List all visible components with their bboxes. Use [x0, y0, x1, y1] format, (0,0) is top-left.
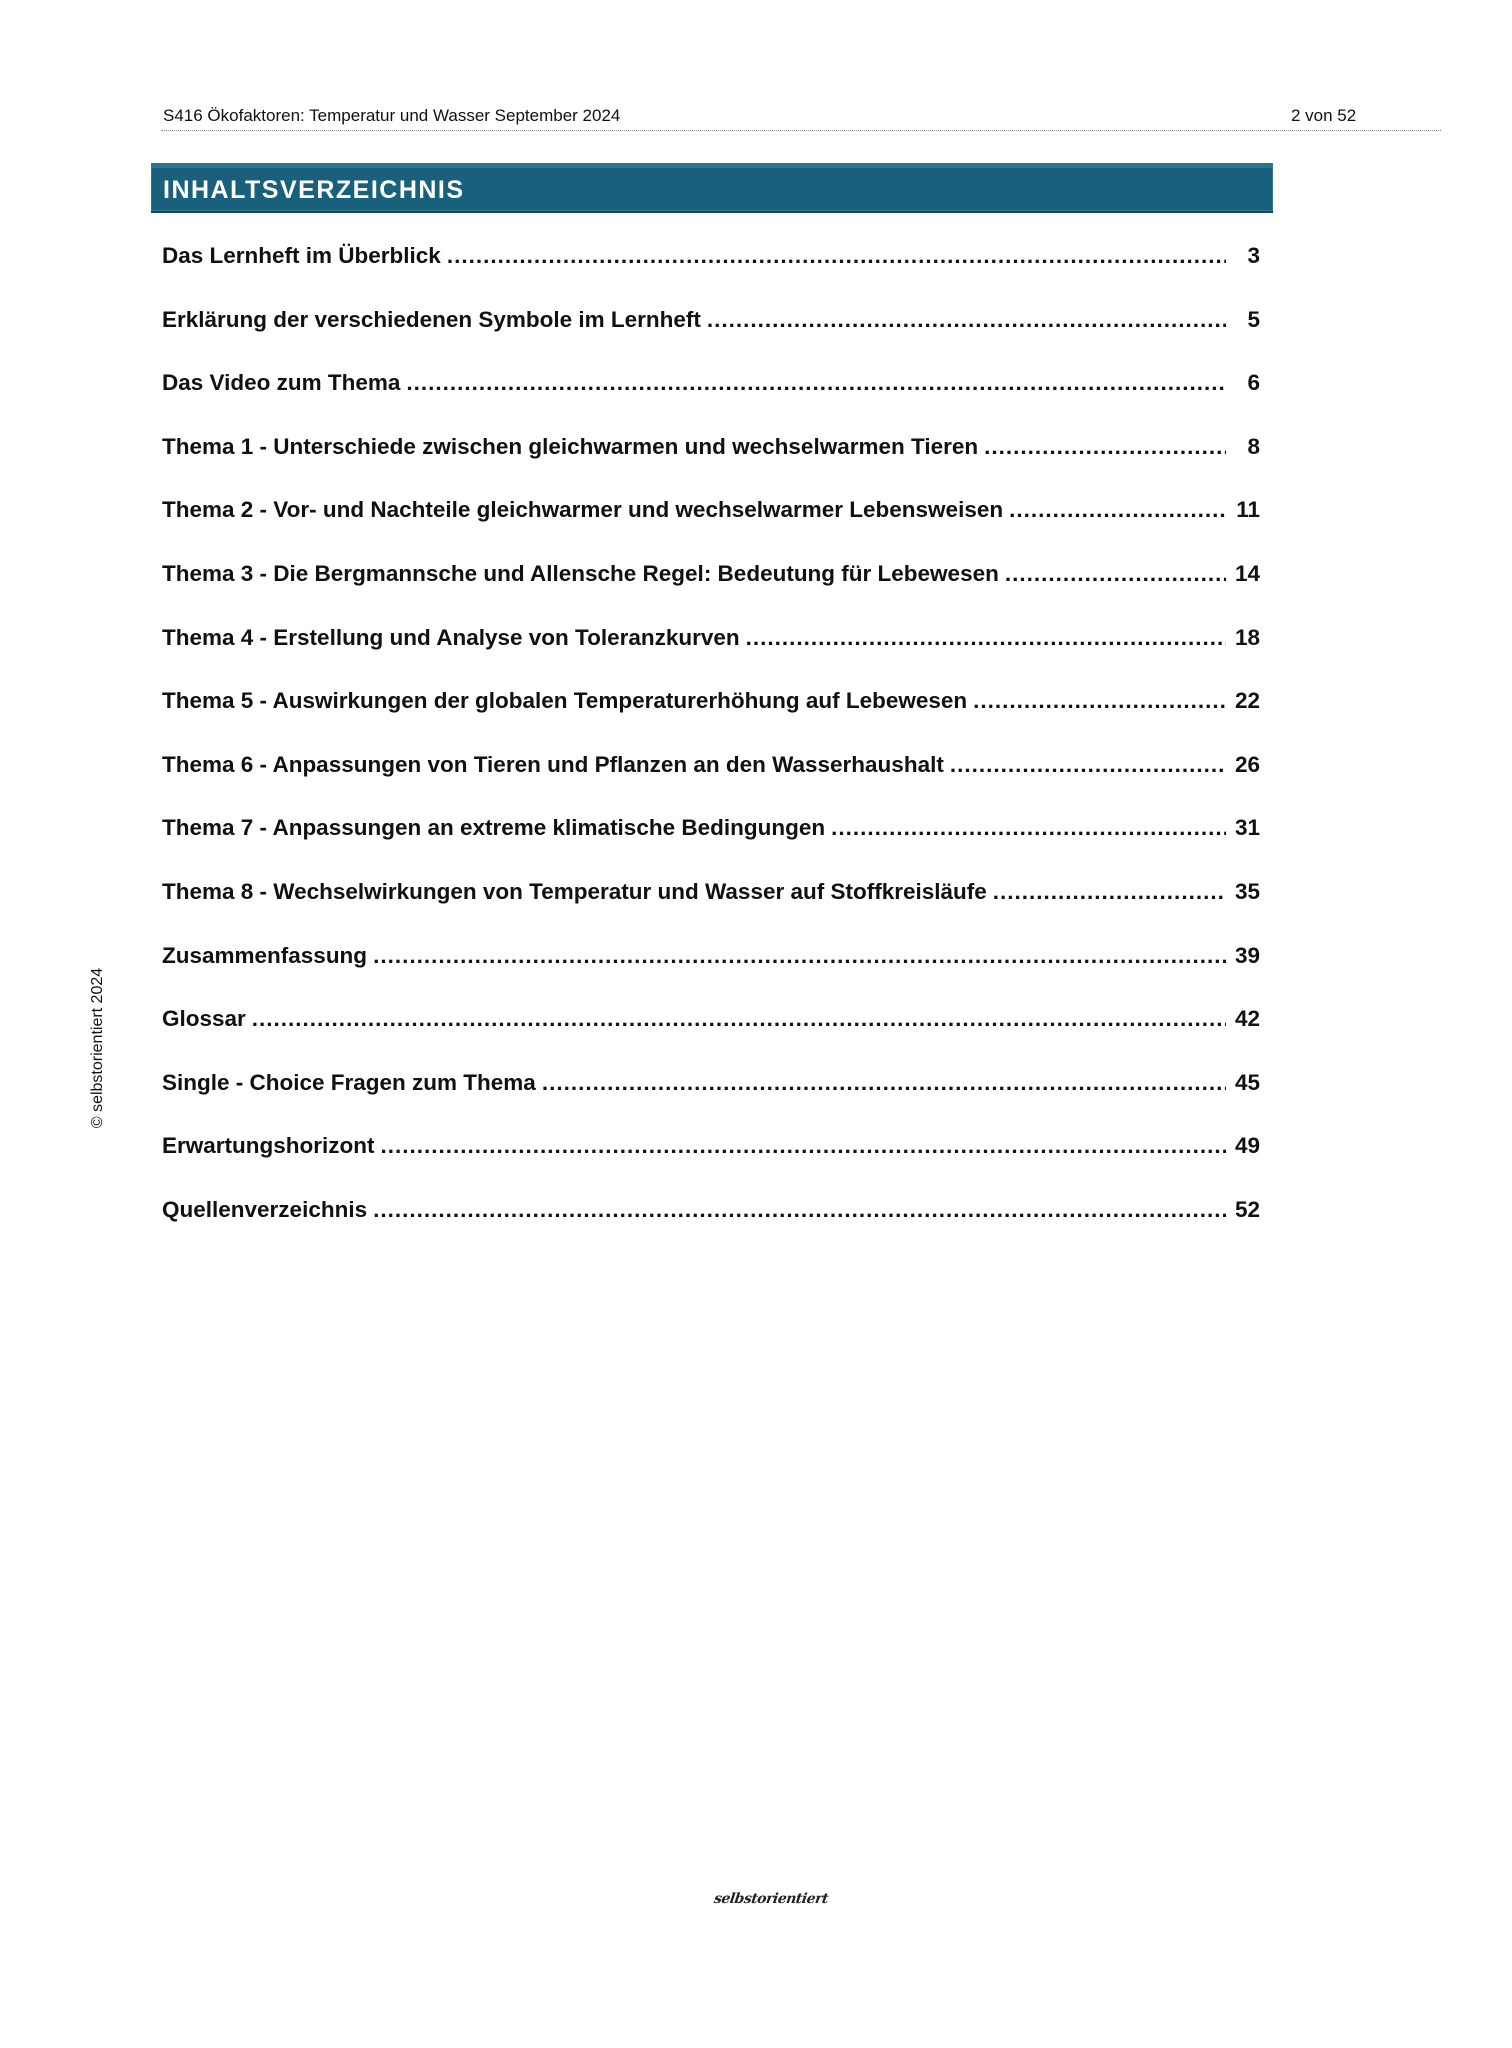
toc-dot-leader [984, 434, 1226, 460]
toc-dot-leader [993, 879, 1226, 905]
toc-entry-title[interactable]: Thema 2 - Vor- und Nachteile gleichwarmer und wechselwarmer Lebensweisen [162, 497, 1004, 523]
toc-entry[interactable] [162, 434, 1260, 498]
toc-entry-title[interactable]: Glossar [162, 1006, 246, 1032]
toc-entry-page-number[interactable]: 49 [1234, 1133, 1260, 1159]
toc-dot-leader [373, 943, 1226, 969]
toc-heading-banner [151, 163, 1273, 213]
toc-dot-leader [1009, 497, 1226, 523]
toc-entry-title[interactable]: Das Video zum Thema [162, 370, 401, 396]
toc-entry[interactable] [162, 1006, 1260, 1070]
toc-entry[interactable] [162, 879, 1260, 943]
toc-entry-title[interactable]: Zusammenfassung [162, 942, 368, 968]
toc-entry-title[interactable]: Thema 8 - Wechselwirkungen von Temperatur und Wasser auf Stoffkreisläufe [162, 878, 987, 904]
toc-entry-page-number[interactable]: 11 [1236, 497, 1260, 523]
toc-entry-title[interactable]: Das Lernheft im Überblick [162, 243, 441, 268]
toc-entry-page-number[interactable]: 14 [1234, 560, 1260, 586]
toc-entry-page-number[interactable]: 52 [1234, 1196, 1260, 1222]
toc-entry-page-number[interactable]: 18 [1234, 624, 1260, 650]
toc-entry[interactable] [162, 1133, 1260, 1197]
toc-entry-title[interactable]: Thema 5 - Auswirkungen der globalen Temperaturerhöhung auf Lebewesen [162, 688, 968, 714]
toc-entry-page-number[interactable]: 31 [1234, 815, 1260, 841]
toc-entry[interactable] [162, 943, 1260, 1007]
toc-dot-leader [973, 688, 1226, 714]
toc-entry[interactable] [162, 625, 1260, 689]
toc-heading: INHALTSVERZEICHNIS [163, 176, 465, 204]
toc-entry-page-number[interactable]: 6 [1247, 370, 1260, 396]
table-of-contents [162, 243, 1260, 1261]
toc-dot-leader [746, 625, 1226, 651]
toc-entry[interactable] [162, 752, 1260, 816]
toc-dot-leader [950, 752, 1226, 778]
toc-entry[interactable] [162, 307, 1260, 371]
copyright-note: © selbstorientiert 2024 [89, 967, 106, 1129]
toc-entry-page-number[interactable]: 22 [1234, 688, 1260, 714]
toc-dot-leader [831, 815, 1226, 841]
toc-entry-page-number[interactable]: 26 [1234, 751, 1260, 777]
toc-entry-title[interactable]: Thema 4 - Erstellung und Analyse von Toleranzkurven [162, 624, 740, 650]
toc-entry[interactable] [162, 688, 1260, 752]
toc-entry[interactable] [162, 1197, 1260, 1261]
toc-entry-page-number[interactable]: 3 [1247, 243, 1260, 268]
toc-entry-title[interactable]: Thema 6 - Anpassungen von Tieren und Pflanzen an den Wasserhaushalt [162, 751, 944, 777]
toc-dot-leader [381, 1133, 1227, 1159]
toc-dot-leader [373, 1197, 1226, 1223]
toc-entry-title[interactable]: Thema 3 - Die Bergmannsche und Allensche Regel: Bedeutung für Lebewesen [162, 560, 999, 586]
toc-entry-page-number[interactable]: 42 [1234, 1006, 1260, 1032]
toc-entry[interactable] [162, 561, 1260, 625]
toc-entry-page-number[interactable]: 5 [1247, 306, 1260, 332]
toc-entry-page-number[interactable]: 39 [1234, 942, 1260, 968]
toc-entry[interactable] [162, 370, 1260, 434]
toc-dot-leader [707, 307, 1226, 333]
page-header [161, 104, 1441, 131]
toc-entry[interactable] [162, 243, 1260, 307]
toc-entry[interactable] [162, 1070, 1260, 1134]
toc-entry-title[interactable]: Quellenverzeichnis [162, 1196, 368, 1222]
toc-dot-leader [252, 1006, 1226, 1032]
toc-entry-page-number[interactable]: 8 [1247, 433, 1260, 459]
toc-entry-title[interactable]: Erklärung der verschiedenen Symbole im Lernheft [162, 306, 701, 332]
document-title: S416 Ökofaktoren: Temperatur und Wasser September 2024 [163, 106, 621, 125]
toc-dot-leader [1005, 561, 1226, 587]
toc-dot-leader [447, 243, 1226, 269]
toc-entry-page-number[interactable]: 35 [1234, 878, 1260, 904]
page-indicator: 2 von 52 [1291, 106, 1357, 125]
toc-entry[interactable] [162, 497, 1260, 561]
toc-entry-page-number[interactable]: 45 [1234, 1069, 1260, 1095]
footer-logo: selbstorientiert [712, 1891, 830, 1907]
toc-entry[interactable] [162, 815, 1260, 879]
toc-dot-leader [542, 1070, 1226, 1096]
toc-entry-title[interactable]: Thema 7 - Anpassungen an extreme klimatische Bedingungen [162, 815, 826, 841]
toc-entry-title[interactable]: Thema 1 - Unterschiede zwischen gleichwarmen und wechselwarmen Tieren [162, 433, 979, 459]
toc-dot-leader [406, 370, 1226, 396]
toc-entry-title[interactable]: Erwartungshorizont [162, 1133, 375, 1159]
toc-entry-title[interactable]: Single - Choice Fragen zum Thema [162, 1069, 536, 1095]
